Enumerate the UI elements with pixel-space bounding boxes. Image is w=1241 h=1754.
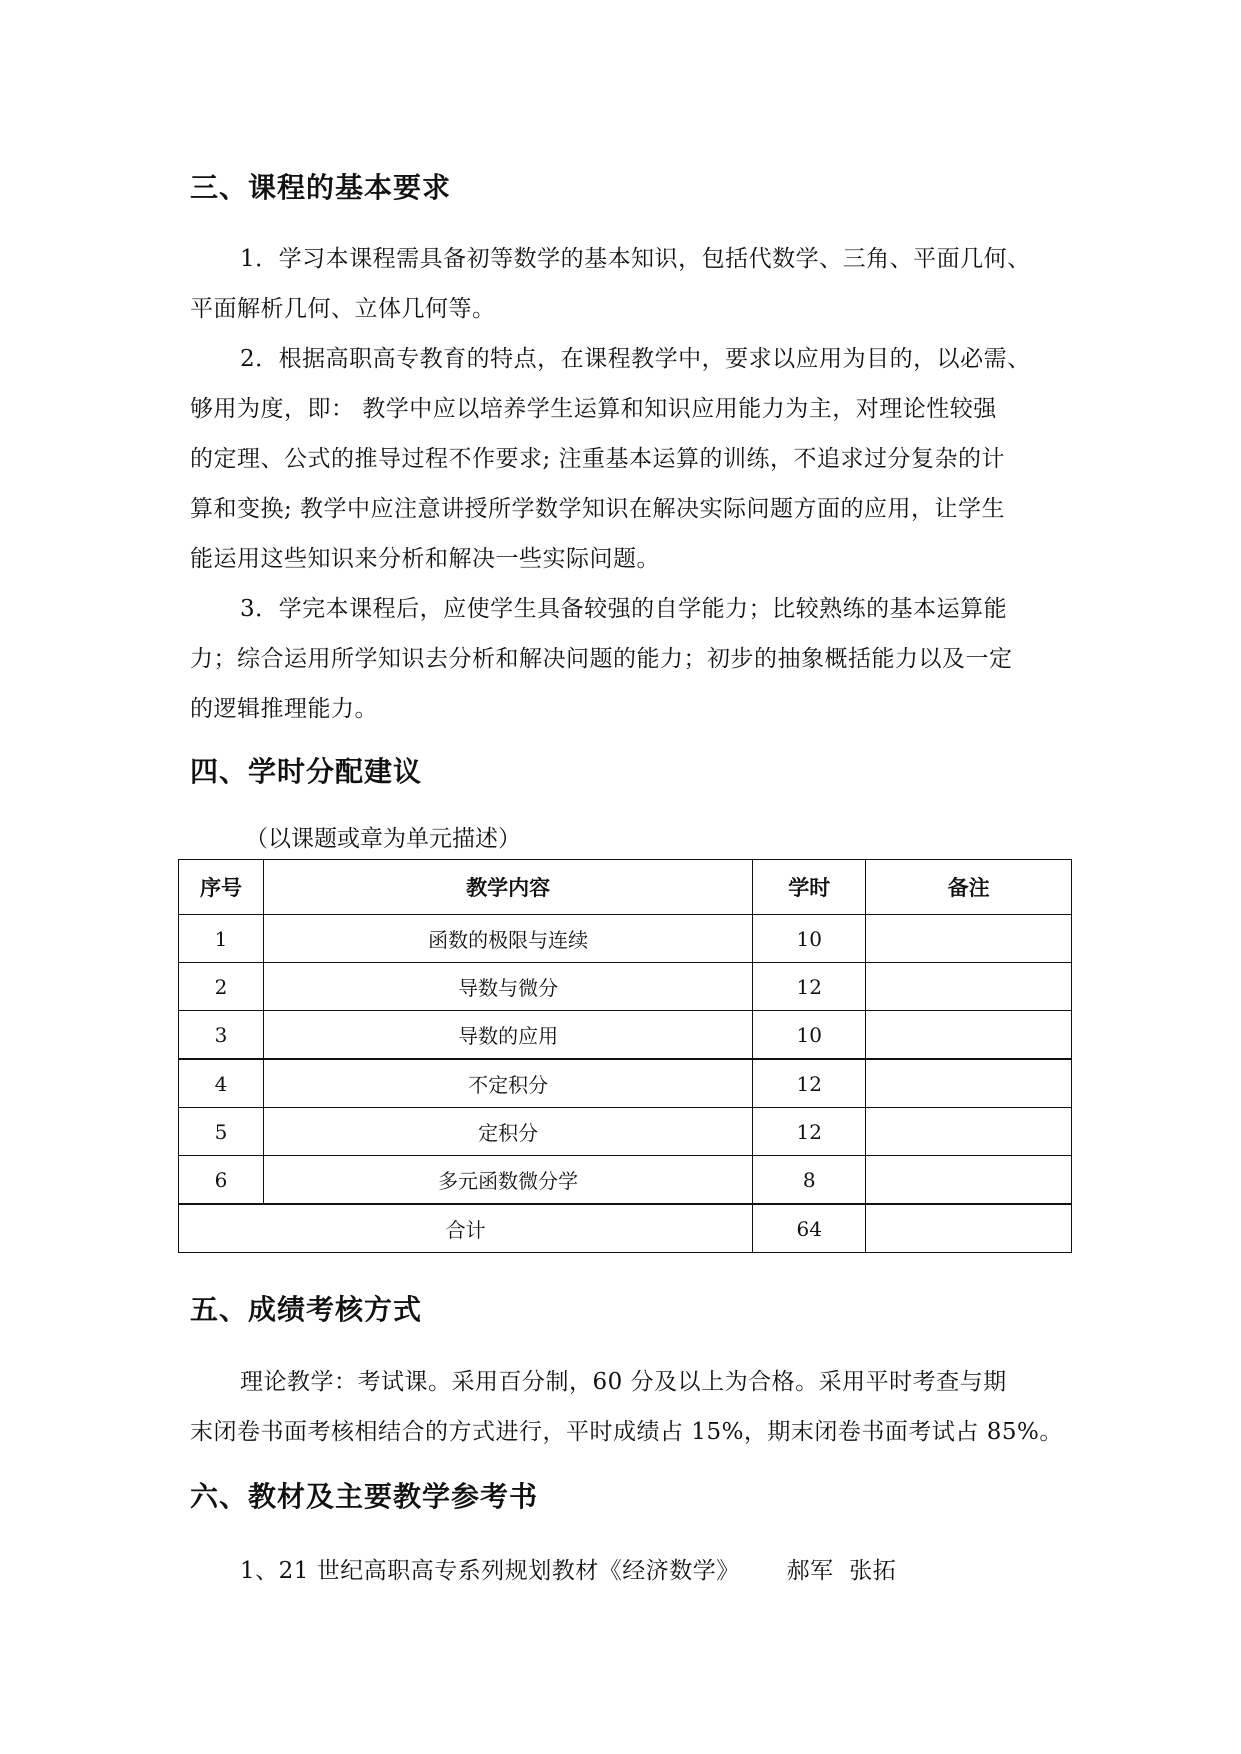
paragraph-line: 平面解析几何、立体几何等。 bbox=[190, 296, 496, 322]
cell-no: 3 bbox=[179, 1011, 264, 1060]
cell-hours: 10 bbox=[753, 915, 866, 963]
cell-no: 6 bbox=[179, 1156, 264, 1205]
cell-note bbox=[866, 1059, 1072, 1108]
cell-content: 导数的应用 bbox=[263, 1011, 752, 1060]
paragraph-line: 算和变换; 教学中应注意讲授所学数学知识在解决实际问题方面的应用，让学生 bbox=[190, 496, 1006, 522]
section-heading: 六、教材及主要教学参考书 bbox=[190, 1480, 539, 1513]
header-note: 备注 bbox=[866, 860, 1072, 915]
paragraph-line: 力；综合运用所学知识去分析和解决问题的能力；初步的抽象概括能力以及一定 bbox=[190, 646, 1013, 672]
paragraph-line: 理论教学：考试课。采用百分制，60 分及以上为合格。采用平时考查与期 bbox=[240, 1369, 1007, 1395]
paragraph-line: 末闭卷书面考核相结合的方式进行，平时成绩占 15%，期末闭卷书面考试占 85%。 bbox=[190, 1419, 1063, 1445]
paragraph-line: 的逻辑推理能力。 bbox=[190, 696, 378, 722]
cell-content: 导数与微分 bbox=[263, 963, 752, 1011]
cell-note bbox=[866, 1011, 1072, 1060]
table-row bbox=[179, 1059, 1072, 1108]
cell-content: 不定积分 bbox=[263, 1059, 752, 1108]
cell-content: 函数的极限与连续 bbox=[263, 915, 752, 963]
cell-hours: 12 bbox=[753, 1059, 866, 1108]
header-content: 教学内容 bbox=[263, 860, 752, 915]
table-row bbox=[179, 1108, 1072, 1156]
table-header-row bbox=[179, 860, 1072, 915]
table-row bbox=[179, 963, 1072, 1011]
total-hours: 64 bbox=[753, 1204, 866, 1253]
cell-no: 2 bbox=[179, 963, 264, 1011]
section-heading: 五、成绩考核方式 bbox=[190, 1293, 423, 1326]
cell-content: 定积分 bbox=[263, 1108, 752, 1156]
cell-note bbox=[866, 915, 1072, 963]
section-heading: 四、学时分配建议 bbox=[190, 755, 423, 788]
cell-no: 1 bbox=[179, 915, 264, 963]
paragraph-line: 2．根据高职高专教育的特点，在课程教学中，要求以应用为目的，以必需、 bbox=[240, 346, 1031, 372]
paragraph-line: 的定理、公式的推导过程不作要求; 注重基本运算的训练，不追求过分复杂的计 bbox=[190, 446, 1006, 472]
header-no: 序号 bbox=[179, 860, 264, 915]
cell-hours: 12 bbox=[753, 1108, 866, 1156]
table-caption: （以课题或章为单元描述） bbox=[245, 826, 521, 852]
reference-item: 1、21 世纪高职高专系列规划教材《经济数学》 郝军 张拓 bbox=[240, 1558, 897, 1584]
paragraph-line: 1．学习本课程需具备初等数学的基本知识，包括代数学、三角、平面几何、 bbox=[240, 246, 1031, 272]
cell-no: 4 bbox=[179, 1059, 264, 1108]
cell-hours: 8 bbox=[753, 1156, 866, 1205]
table-total-row bbox=[179, 1204, 1072, 1253]
cell-hours: 10 bbox=[753, 1011, 866, 1060]
total-label: 合计 bbox=[179, 1204, 753, 1253]
paragraph-line: 3．学完本课程后，应使学生具备较强的自学能力；比较熟练的基本运算能 bbox=[240, 596, 1008, 622]
paragraph-line: 能运用这些知识来分析和解决一些实际问题。 bbox=[190, 546, 660, 572]
cell-no: 5 bbox=[179, 1108, 264, 1156]
section-heading: 三、课程的基本要求 bbox=[190, 171, 452, 204]
header-hours: 学时 bbox=[753, 860, 866, 915]
cell-note bbox=[866, 1156, 1072, 1205]
paragraph-line: 够用为度，即： 教学中应以培养学生运算和知识应用能力为主，对理论性较强 bbox=[190, 396, 997, 422]
cell-note bbox=[866, 1108, 1072, 1156]
hours-allocation-table bbox=[178, 859, 1072, 1253]
cell-note bbox=[866, 963, 1072, 1011]
cell-hours: 12 bbox=[753, 963, 866, 1011]
cell-content: 多元函数微分学 bbox=[263, 1156, 752, 1205]
table-row bbox=[179, 1011, 1072, 1060]
table-row bbox=[179, 915, 1072, 963]
table-row bbox=[179, 1156, 1072, 1205]
total-note bbox=[866, 1204, 1072, 1253]
